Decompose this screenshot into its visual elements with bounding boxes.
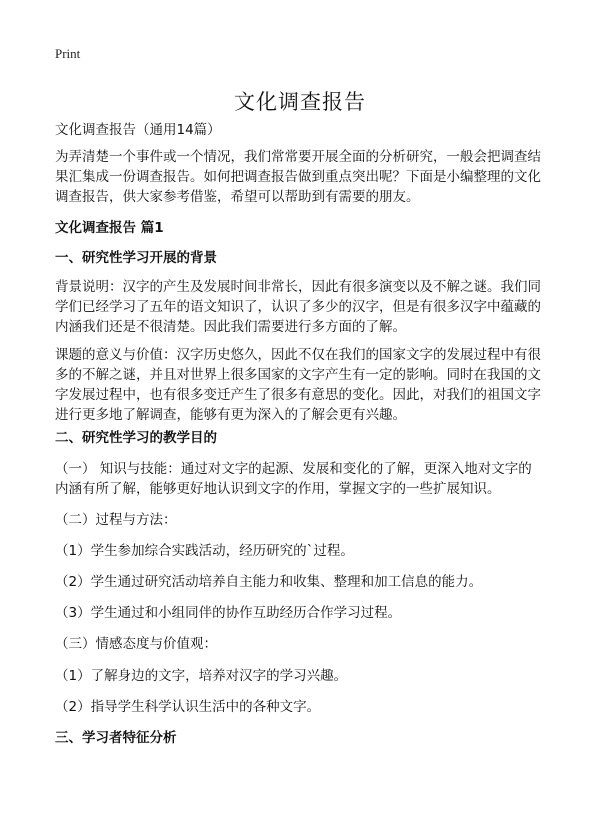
paragraph <box>55 345 555 425</box>
line: 果汇集成一份调查报告。如何把调查报告做到重点突出呢？下面是小编整理的文化 <box>55 169 541 185</box>
paragraph: （二）过程与方法： <box>55 512 177 528</box>
article-heading: 文化调查报告 篇1 <box>55 220 164 236</box>
paragraph: （2）学生通过研究活动培养自主能力和收集、整理和加工信息的能力。 <box>55 574 483 590</box>
line: 调查报告，供大家参考借鉴，希望可以帮助到有需要的朋友。 <box>55 189 420 205</box>
section-heading: 一、研究性学习开展的背景 <box>55 250 217 266</box>
page-title: 文化调查报告 <box>234 90 366 114</box>
line: 进行更多地了解调查，能够有更为深入的了解会更有兴趣。 <box>55 407 406 423</box>
paragraph <box>55 459 555 499</box>
line: 背景说明：汉字的产生及发展时间非常长，因此有很多演变以及不解之谜。我们同 <box>55 279 541 295</box>
paragraph: （三）情感态度与价值观： <box>55 636 217 652</box>
line: 多的不解之谜，并且对世界上很多国家的文字产生有一定的影响。同时在我国的文 <box>55 367 541 383</box>
paragraph <box>55 277 555 337</box>
section-heading: 二、研究性学习的教学目的 <box>55 430 217 446</box>
line: 内涵我们还是不很清楚。因此我们需要进行多方面的了解。 <box>55 319 406 335</box>
line: 学们已经学习了五年的语文知识了，认识了多少的汉字，但是有很多汉字中蕴藏的 <box>55 299 541 315</box>
line: （一） 知识与技能：通过对文字的起源、发展和变化的了解，更深入地对文字的 <box>55 461 532 477</box>
paragraph: （1）学生参加综合实践活动，经历研究的`过程。 <box>55 543 354 559</box>
paragraph: （1）了解身边的文字，培养对汉字的学习兴趣。 <box>55 668 348 684</box>
section-heading: 三、学习者特征分析 <box>55 730 177 746</box>
line: 为弄清楚一个事件或一个情况，我们常常要开展全面的分析研究，一般会把调查结 <box>55 149 541 165</box>
print-link[interactable]: Print <box>55 46 81 61</box>
intro-paragraph <box>55 147 555 207</box>
line: 内涵有所了解，能够更好地认识到文字的作用，掌握文字的一些扩展知识。 <box>55 481 501 497</box>
line: 课题的意义与价值：汉字历史悠久，因此不仅在我们的国家文字的发展过程中有很 <box>55 347 541 363</box>
line: 字发展过程中，也有很多变迁产生了很多有意思的变化。因此，对我们的祖国文字 <box>55 387 541 403</box>
subtitle: 文化调查报告（通用14篇） <box>55 122 221 138</box>
paragraph: （3）学生通过和小组同伴的协作互助经历合作学习过程。 <box>55 605 402 621</box>
paragraph: （2）指导学生科学认识生活中的各种文字。 <box>55 699 321 715</box>
